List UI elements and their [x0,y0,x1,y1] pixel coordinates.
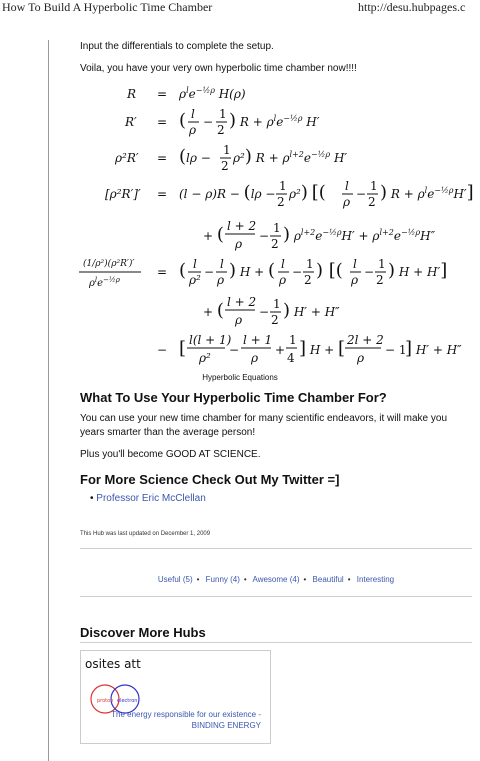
divider [80,548,472,549]
section-heading-twitter: For More Science Check Out My Twitter =] [80,472,340,487]
hub-card[interactable] [80,650,271,744]
divider [80,596,472,597]
svg-text:l + 1: l + 1 [243,333,273,347]
svg-text:l: l [353,257,357,271]
svg-text:−: − [259,229,270,243]
section-heading-uses: What To Use Your Hyperbolic Time Chamber For? [80,390,387,405]
svg-text:l + 2: l + 2 [227,219,257,233]
svg-text:l: l [345,179,349,193]
svg-text:ρ: ρ [189,123,197,137]
page-header [0,0,480,14]
svg-text:ρ: ρ [351,273,359,287]
svg-text:=: = [157,115,168,129]
svg-text:1: 1 [378,257,386,271]
twitter-list-item [90,492,206,506]
svg-text:ρ²) [(: ρ²) [( [289,182,326,203]
svg-text:2: 2 [376,273,384,287]
proton-label: proton [97,698,114,704]
svg-text:l: l [220,257,224,271]
svg-text:−: − [292,265,303,279]
svg-text:−: − [204,265,215,279]
svg-text:ρ: ρ [235,237,243,251]
svg-text:ρ: ρ [357,351,365,365]
svg-text:− 1: − 1 [385,343,407,357]
svg-text:2: 2 [221,159,229,173]
svg-text:ρ²) R + ρl+2e−½ρ H′: ρ²) $R + \rho^{l+2}e^{-\frac{1}{2}\rho}$ H′ [233,146,348,167]
uses-paragraph: You can use your new time chamber for many scientific endeavors, it will make you years smarter than the average person! [80,413,448,438]
svg-text:2l + 2: 2l + 2 [347,333,384,347]
svg-text:+: + [275,343,286,357]
svg-text:1: 1 [273,297,281,311]
hub-card-description[interactable]: The energy responsible for our existence - BINDING ENERGY [111,710,261,730]
svg-text:+ (: + ( [203,300,224,321]
svg-text:1: 1 [223,143,231,157]
equations-caption: Hyperbolic Equations [202,373,278,382]
svg-text:R: R [127,87,137,101]
svg-text:(: ( [179,260,187,281]
svg-text:2: 2 [271,313,279,327]
svg-text:−: − [203,115,214,129]
svg-text:−: − [364,265,375,279]
svg-text:(l − ρ)R − (lρ −: (l − ρ)R − (lρ − [179,182,276,203]
rating-interesting[interactable]: Interesting [356,575,395,584]
rating-beautiful[interactable]: Beautiful [312,575,344,584]
svg-text:−: − [356,187,367,201]
discover-heading: Discover More Hubs [80,625,206,640]
svg-text:=: = [157,151,168,165]
svg-text:1: 1 [306,257,314,271]
svg-text:) ρl+2e−½ρH′ + ρl+2e−½ρH″: ) $\rho^{l+2}e^{-\frac{1}{2}\rho}H' + \rho^{l+2}e^{-\frac{1}{2}\rho}H''$ [283,224,436,245]
svg-text:) R + ρle−½ρH′]: ) $R + \rho^le^{-\frac{1}{2}\rho}H'$] [380,182,474,203]
document-title: How To Build A Hyperbolic Time Chamber [2,0,213,14]
electron-label: electron [117,698,138,704]
svg-text:) H + (: ) H + ( [229,260,276,281]
rating-funny[interactable]: Funny (4) [205,575,240,584]
svg-text:ρle−½ρ: $\rho^le^{-\frac{1}{2}\rho}$ [89,276,120,289]
svg-text:4: 4 [287,351,295,365]
svg-text:) H + H′]: ) H + H′] [388,260,448,281]
svg-text:l + 2: l + 2 [227,295,257,309]
svg-text:=: = [157,87,168,101]
svg-text:) [(: ) [( [316,260,343,281]
twitter-link[interactable]: Professor Eric McClellan [96,493,206,504]
svg-text:2: 2 [217,123,225,137]
hyperbolic-equations-image [75,80,475,372]
svg-text:−: − [157,343,168,357]
svg-text:[ρ²R′]′: [ρ²R′]′ [105,187,141,201]
svg-text:1: 1 [289,333,297,347]
rating-useful[interactable]: Useful (5) [157,575,193,584]
svg-text:2: 2 [304,273,312,287]
svg-text:ρ²: ρ² [189,273,201,287]
svg-text:] H′ + H″: ] H′ + H″ [405,338,462,359]
svg-text:2: 2 [277,195,285,209]
svg-text:=: = [157,187,168,201]
svg-text:ρle−½ρ H(ρ): $\rho^le^{-\frac{1}{2}\rho}$ H(ρ) [179,86,246,101]
svg-text:(: ( [179,110,187,131]
left-border [48,40,49,761]
document-url: http://desu.hubpages.c [358,0,466,14]
last-updated: This Hub was last updated on December 1, 2009 [80,531,211,537]
rating-bar: Useful (5) • Funny (4) • Awesome (4) • Beautiful • Interesting [157,575,395,584]
svg-text:ρ: ρ [343,195,351,209]
svg-text:2: 2 [271,237,279,251]
svg-text:l: l [193,257,197,271]
svg-text:R′: R′ [125,115,137,129]
divider [80,642,472,643]
svg-text:ρ: ρ [251,351,259,365]
svg-text:ρ: ρ [217,273,225,287]
svg-text:ρ: ρ [235,313,243,327]
svg-text:1: 1 [370,179,378,193]
svg-text:=: = [157,265,168,279]
svg-text:1: 1 [273,221,281,235]
svg-text:) R + ρle−½ρ H′: ) $R + \rho^le^{-\frac{1}{2}\rho}$ H′ [229,110,320,131]
svg-text:) H′ + H″: ) H′ + H″ [283,300,340,321]
svg-text:l(l + 1): l(l + 1) [189,333,232,347]
svg-text:ρ: ρ [279,273,287,287]
science-paragraph: Plus you'll become GOOD AT SCIENCE. [80,449,261,460]
svg-text:−: − [259,305,270,319]
svg-text:(1/ρ²)(ρ²R′)′: (1/ρ²)(ρ²R′)′ [83,259,135,269]
svg-text:1: 1 [279,179,287,193]
intro-text-2: Voila, you have your very own hyperbolic time chamber now!!!! [80,63,357,74]
svg-text:+ (: + ( [203,224,224,245]
rating-awesome[interactable]: Awesome (4) [252,575,300,584]
svg-text:ρ²R′: ρ²R′ [115,151,139,165]
svg-text:(lρ −: (lρ − [179,146,211,167]
svg-text:ρ²: ρ² [199,351,211,365]
svg-text:[: [ [179,338,187,359]
svg-text:] H + [: ] H + [ [299,338,346,359]
hub-card-title: osites att [85,657,141,671]
bullet-icon: • [90,493,94,504]
svg-text:2: 2 [368,195,376,209]
svg-text:l: l [281,257,285,271]
svg-text:l: l [191,107,195,121]
svg-text:−: − [229,343,240,357]
svg-text:1: 1 [219,107,227,121]
intro-text-1: Input the differentials to complete the setup. [80,41,274,52]
